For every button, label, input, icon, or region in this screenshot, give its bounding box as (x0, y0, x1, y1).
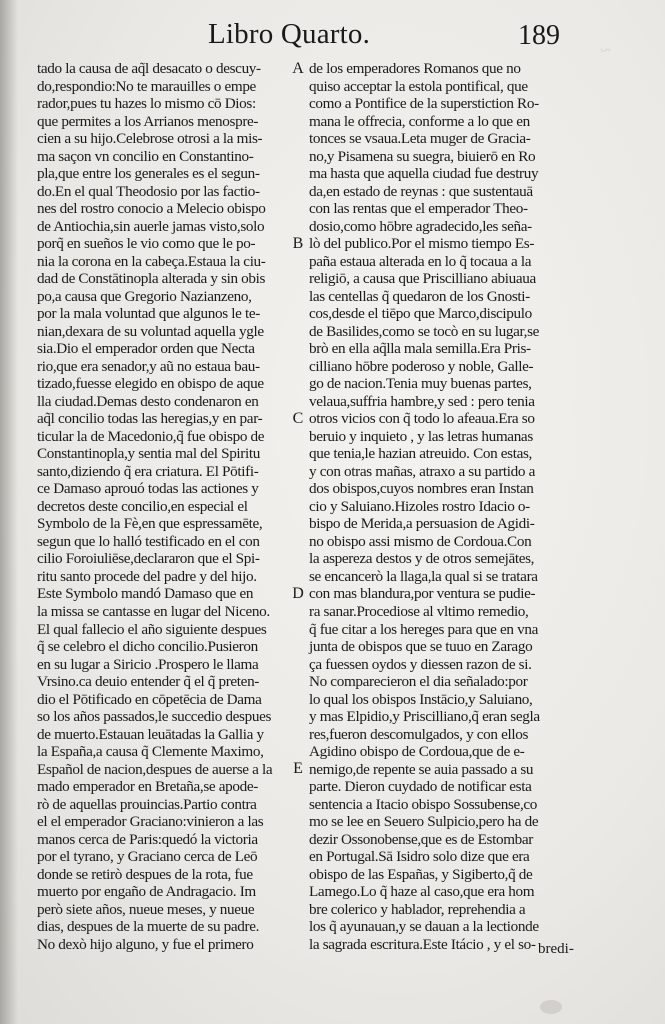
right-column-line: sentencia a Itacio obispo Sossubense,co (309, 795, 538, 813)
left-text-column (37, 60, 289, 953)
left-column-line: por el tyrano, y Graciano cerca de Leō (37, 848, 258, 866)
catchword: bredi- (538, 941, 574, 957)
right-column-line: religiō, a causa que Priscilliano abiuaua (309, 270, 536, 288)
left-column-line: El qual fallecio el año siguiente despues (37, 620, 267, 638)
left-column-line: No dexò hijo alguno, y fue el primero (37, 935, 254, 953)
right-column-line: ça fuessen oydos y diessen razon de si. (309, 655, 532, 673)
right-column-line: se encancerò la llaga,la qual si se tratara (309, 567, 538, 585)
right-column-line: da,en estado de reynas : que sustentauā (309, 182, 533, 200)
left-column-line: cilio Foroiuliēse,declararon que el Spi- (37, 550, 260, 568)
right-column-line: y con otras mañas, atraxo a su partido a (309, 462, 535, 480)
left-column-line: sia.Dio el emperador orden que Necta (37, 340, 255, 358)
left-column-line: dio el Pōtificado en cōpetēcia de Dama (37, 690, 262, 708)
left-column-line: tado la causa de aq̃l desacato o descuy- (37, 60, 261, 77)
left-column-line: ticular la de Macedonio,q̃ fue obispo de (37, 427, 265, 445)
left-column-line: por la mala voluntad que algunos le te- (37, 305, 260, 323)
left-column-line: segun que lo halló testificado en el con (37, 532, 260, 550)
right-column-line: paña estaua alterada en lo q̃ tocaua a la (309, 252, 532, 270)
margin-marker-a: A (292, 60, 304, 77)
right-column-line: velaua,suffria hambre,y sed : pero tenia (309, 392, 535, 410)
right-column-line: Agidino obispo de Cordoua,que de e- (309, 743, 525, 761)
right-column-line: cilliano hōbre poderoso y noble, Galle- (309, 357, 534, 375)
right-column-line: bispo de Merida,a persuasion de Agidi- (309, 515, 535, 533)
left-column-line: do.En el qual Theodosio por las factio- (37, 182, 260, 200)
left-column-line: rio,que era senador,y aũ no estaua bau- (37, 357, 260, 375)
margin-marker-c: C (292, 410, 304, 427)
left-column-line: muerto por engaño de Andragacio. Im (37, 883, 256, 901)
left-column-line: donde se retirò despues de la rota, fue (37, 865, 253, 883)
right-column-line: obispo de las Españas, y Sigiberto,q̃ de (309, 865, 533, 883)
ink-smudge (540, 1000, 562, 1014)
right-column-line: quiso acceptar la estola pontifical, que (309, 77, 528, 95)
right-column-line: dosio,como hōbre agradecido,les seña- (309, 217, 532, 235)
right-column-line: No comparecieron el dia señalado:por (309, 673, 528, 691)
left-column-line: do,respondio:No te marauilles o empe (37, 77, 256, 95)
right-column-line: dos obispos,cuyos nombres eran Instan (309, 480, 534, 498)
right-column-line: con las rentas que el emperador Theo- (309, 200, 528, 218)
right-column-line: otros vicios con q̃ todo lo afeaua.Era so (309, 410, 535, 428)
left-column-line: po,a causa que Gregorio Nazianzeno, (37, 287, 252, 305)
right-column-line: dezir Ossonobense,que es de Estombar (309, 830, 534, 848)
right-column-line: lò del publico.Por el mismo tiempo Es- (309, 235, 535, 253)
right-column-line: Lamego.Lo q̃ haze al caso,que era hom (309, 883, 535, 901)
left-column-line: ritu santo procede del padre y del hijo. (37, 567, 257, 585)
right-column-line: no,y Pisamena su suegra, biuierō en Ro (309, 147, 536, 165)
left-column-line: nes del rostro conocio a Melecio obispo (37, 200, 266, 218)
right-column-line: ma hasta que aquella ciudad fue destruy (309, 165, 539, 183)
right-column-line: la sagrada escritura.Este Itácio , y el so- (309, 935, 536, 953)
left-column-line: nia la corona en la cabeça.Estaua la ciu- (37, 252, 266, 270)
left-column-line: decretos deste concilio,en especial el (37, 497, 248, 515)
right-column-line: beruio y inquieto , y las letras humanas (309, 427, 533, 445)
right-column-line: brò en ella aq̃lla mala semilla.Era Pris- (309, 340, 531, 358)
left-column-line: la missa se cantasse en lugar del Niceno. (37, 602, 270, 620)
left-column-line: porq̃ en sueños le vio como que le po- (37, 235, 256, 253)
right-column-line: mana le offrecia, conforme a lo que en (309, 112, 530, 130)
left-column-line: ce Damaso aprouó todas las actiones y (37, 480, 259, 498)
left-column-line: q̃ se celebro el dicho concilio.Pusieron (37, 638, 258, 656)
left-column-line: cien a su hijo.Celebrose otrosi a la mis- (37, 130, 263, 148)
left-column-line: Symbolo de la Fè,en que espressamēte, (37, 515, 263, 533)
margin-marker-d: D (292, 585, 304, 602)
left-column-line: rò de aquellas prouincias.Partio contra (37, 795, 257, 813)
right-text-column (309, 60, 571, 953)
page-header (0, 14, 665, 54)
left-column-line: dias, despues de la muerte de su padre. (37, 918, 260, 936)
left-column-line: Vrsino.ca deuio entender q̃ el q̃ preten- (37, 673, 260, 691)
left-column-line: santo,diziendo q̃ era criatura. El Pōtifi- (37, 462, 259, 480)
left-column-line: ma saçon vn concilio en Constantino- (37, 147, 254, 165)
left-column-line: de Antiochia,sin auerle jamas visto,solo (37, 217, 265, 235)
right-column-line: no obispo assi mismo de Cordoua.Con (309, 532, 532, 550)
right-column-line: cio y Saluiano.Hizoles rostro Idacio o- (309, 497, 530, 515)
right-column-line: bre colerico y hablador, reprehendia a (309, 900, 526, 918)
right-column-line: de los emperadores Romanos que no (309, 60, 521, 77)
right-column-line: junta de obispos que se tuuo en Zarago (309, 638, 533, 656)
right-column-line: con mas blandura,por ventura se pudie- (309, 585, 536, 603)
right-column-line: res,fueron descomulgados, y con ellos (309, 725, 529, 743)
left-column-line: Español de nacion,despues de auerse a la (37, 760, 273, 778)
right-column-line: tonces se vsaua.Leta muger de Gracia- (309, 130, 531, 148)
left-column-line: rador,pues tu hazes lo mismo cō Dios: (37, 95, 256, 113)
right-column-line: las centellas q̃ quedaron de los Gnosti- (309, 287, 530, 305)
right-column-line: nemigo,de repente se auia passado a su (309, 760, 534, 778)
left-column-line: mado emperador en Bretaña,se apode- (37, 778, 258, 796)
right-column-line: los q̃ ayunauan,y se dauan a la lectionde (309, 918, 539, 936)
left-column-line: tizado,fuesse elegido en obispo de aque (37, 375, 264, 393)
left-column-line: nian,dexara de su voluntad aquella ygle (37, 322, 264, 340)
left-column-line: pla,que entre los generales es el segun- (37, 165, 260, 183)
right-column-line: parte. Dieron cuydado de notificar esta (309, 778, 532, 796)
left-column-line: el el emperador Graciano:vinieron a las (37, 813, 264, 831)
page-number: 189 (518, 20, 560, 51)
left-column-line: dad de Constātinopla alterada y sin obis (37, 270, 266, 288)
right-column-line: lo qual los obispos Instācio,y Saluiano, (309, 690, 533, 708)
left-column-line: que permites a los Arrianos menospre- (37, 112, 259, 130)
running-title: Libro Quarto. (208, 18, 371, 50)
right-column-line: q̃ fue citar a los hereges para que en vna (309, 620, 538, 638)
left-column-line: però siete años, nueue meses, y nueue (37, 900, 255, 918)
left-column-line: Este Symbolo mandó Damaso que en (37, 585, 254, 603)
right-column-line: mo se lee en Seuero Sulpicio,pero ha de (309, 813, 539, 831)
margin-marker-e: E (293, 760, 303, 777)
left-column-line: en su lugar a Siricio .Prospero le llama (37, 655, 259, 673)
right-column-line: que tenia,le hazian atreuido. Con estas, (309, 445, 533, 463)
left-column-line: aq̃l concilio todas las heregias,y en par- (37, 410, 263, 428)
left-column-line: de muerto.Estauan leuātadas la Gallia y (37, 725, 264, 743)
right-column-line: la aspereza destos y de otros semejātes, (309, 550, 535, 568)
left-column-line: lla ciudad.Demas desto condenaron en (37, 392, 259, 410)
margin-marker-b: B (292, 235, 304, 252)
right-column-line: como a Pontifice de la superstiction Ro- (309, 95, 539, 113)
right-column-line: y mas Elpidio,y Priscilliano,q̃ eran segla (309, 708, 540, 726)
bleed-through-shadow: ~ (600, 40, 611, 62)
left-column-line: la España,a causa q̃ Clemente Maximo, (37, 743, 264, 761)
left-column-line: Constantinopla,y sentia mal del Spiritu (37, 445, 260, 463)
right-column-line: de Basilides,como se tocò en su lugar,se (309, 322, 540, 340)
right-column-line: cos,desde el tiēpo que Marco,discipulo (309, 305, 532, 323)
left-column-line: manos cerca de Paris:quedó la victoria (37, 830, 258, 848)
right-column-line: ra sanar.Procediose al vltimo remedio, (309, 602, 529, 620)
right-column-line: en Portugal.Sā Isidro solo dize que era (309, 848, 530, 866)
left-column-line: so los años passados,le succedio despues (37, 708, 272, 726)
right-column-line: go de nacion.Tenia muy buenas partes, (309, 375, 532, 393)
